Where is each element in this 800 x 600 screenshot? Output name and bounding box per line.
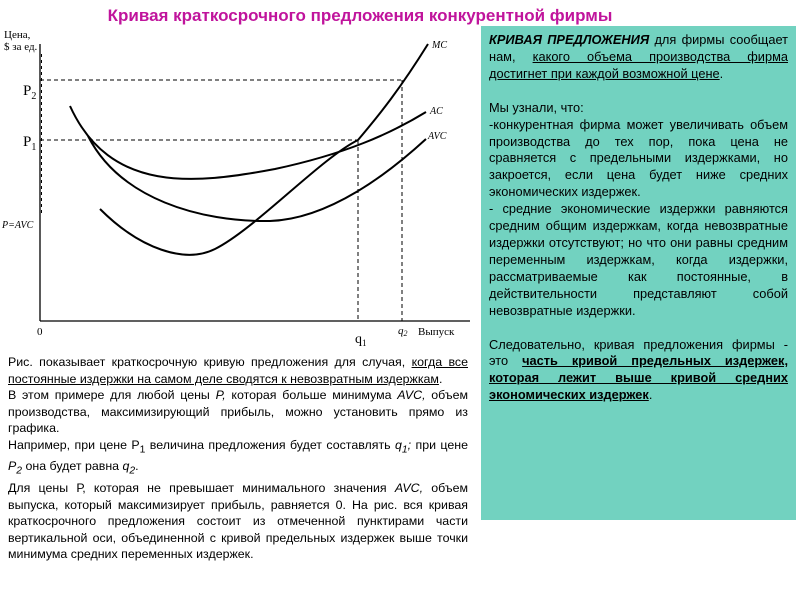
avc-curve <box>88 136 426 221</box>
summary-learned: Мы узнали, что: <box>489 99 584 115</box>
mc-curve <box>100 44 428 255</box>
summary-point-1: -конкурентная фирма может увеличивать объем производства до тех пор, пока цена не сравняется с предельными издержками, но закроется, если цена будет ниже средних экономических издержек. <box>489 116 788 200</box>
q2-label: q2 <box>398 325 408 338</box>
explanation-paragraph-3: Например, при цене $Р_1$ величина предложения будет составлять $q_1$; при цене $Р_2$ она будет равна $q_2$. <box>8 437 468 477</box>
origin-label: 0 <box>37 326 43 338</box>
y-axis-label-line2: $ за ед. <box>4 41 38 53</box>
y-axis-label-line1: Цена, <box>4 29 31 41</box>
cost-curves-diagram <box>0 24 475 346</box>
summary-intro: КРИВАЯ ПРЕДЛОЖЕНИЯ для фирмы сообщает нам, какого объема производства фирма достигнет при каждой возможной цене. <box>489 32 788 81</box>
p2-label: $P_2$ <box>23 83 37 102</box>
summary-panel <box>481 26 796 520</box>
avc-label: AVC <box>428 131 447 142</box>
mc-label: MC <box>432 40 447 51</box>
ac-curve <box>70 106 426 179</box>
figure-explanation <box>8 354 468 563</box>
p1-label: $P_1$ <box>23 134 37 153</box>
summary-conclusion: Следовательно, кривая предложения фирмы - это часть кривой предельных издержек, которая лежит выше кривой средних экономических издержек. <box>489 336 788 403</box>
explanation-paragraph-4: Для цены Р, которая не превышает минимального значения AVC, объем выпуска, который максимизирует прибыль, равняется 0. На рис. вся кривая краткосрочного предложения состоит из отмеченной пунктирами части вертикальной оси, объединенной с кривой предельных издержек выше точки минимума средних переменных издержек. <box>8 481 468 562</box>
explanation-paragraph-1: Рис. показывает краткосрочную кривую предложения для случая, когда все постоянные издержки на самом деле сводятся к невозвратным издержкам. <box>8 355 468 386</box>
explanation-paragraph-2: В этом примере для любой цены P, которая больше минимума AVC, объем производства, максимизирующий прибыль, можно установить прямо из графика. <box>8 388 468 435</box>
page-title: Кривая краткосрочного предложения конкурентной фирмы <box>107 6 613 25</box>
x-axis-label: Выпуск <box>418 326 455 338</box>
q1-label: $q_1$ <box>355 332 367 346</box>
summary-point-2: - средние экономические издержки равняются средним общим издержкам, когда невозвратные издержки отсутствуют; но что они равны средним переменным издержкам, когда издержки, рассматриваемые как постоянные, в действительности представляют собой невозвратные издержки. <box>489 201 788 318</box>
ac-label: AC <box>430 106 443 117</box>
p-avc-label: P=AVC <box>2 220 34 231</box>
